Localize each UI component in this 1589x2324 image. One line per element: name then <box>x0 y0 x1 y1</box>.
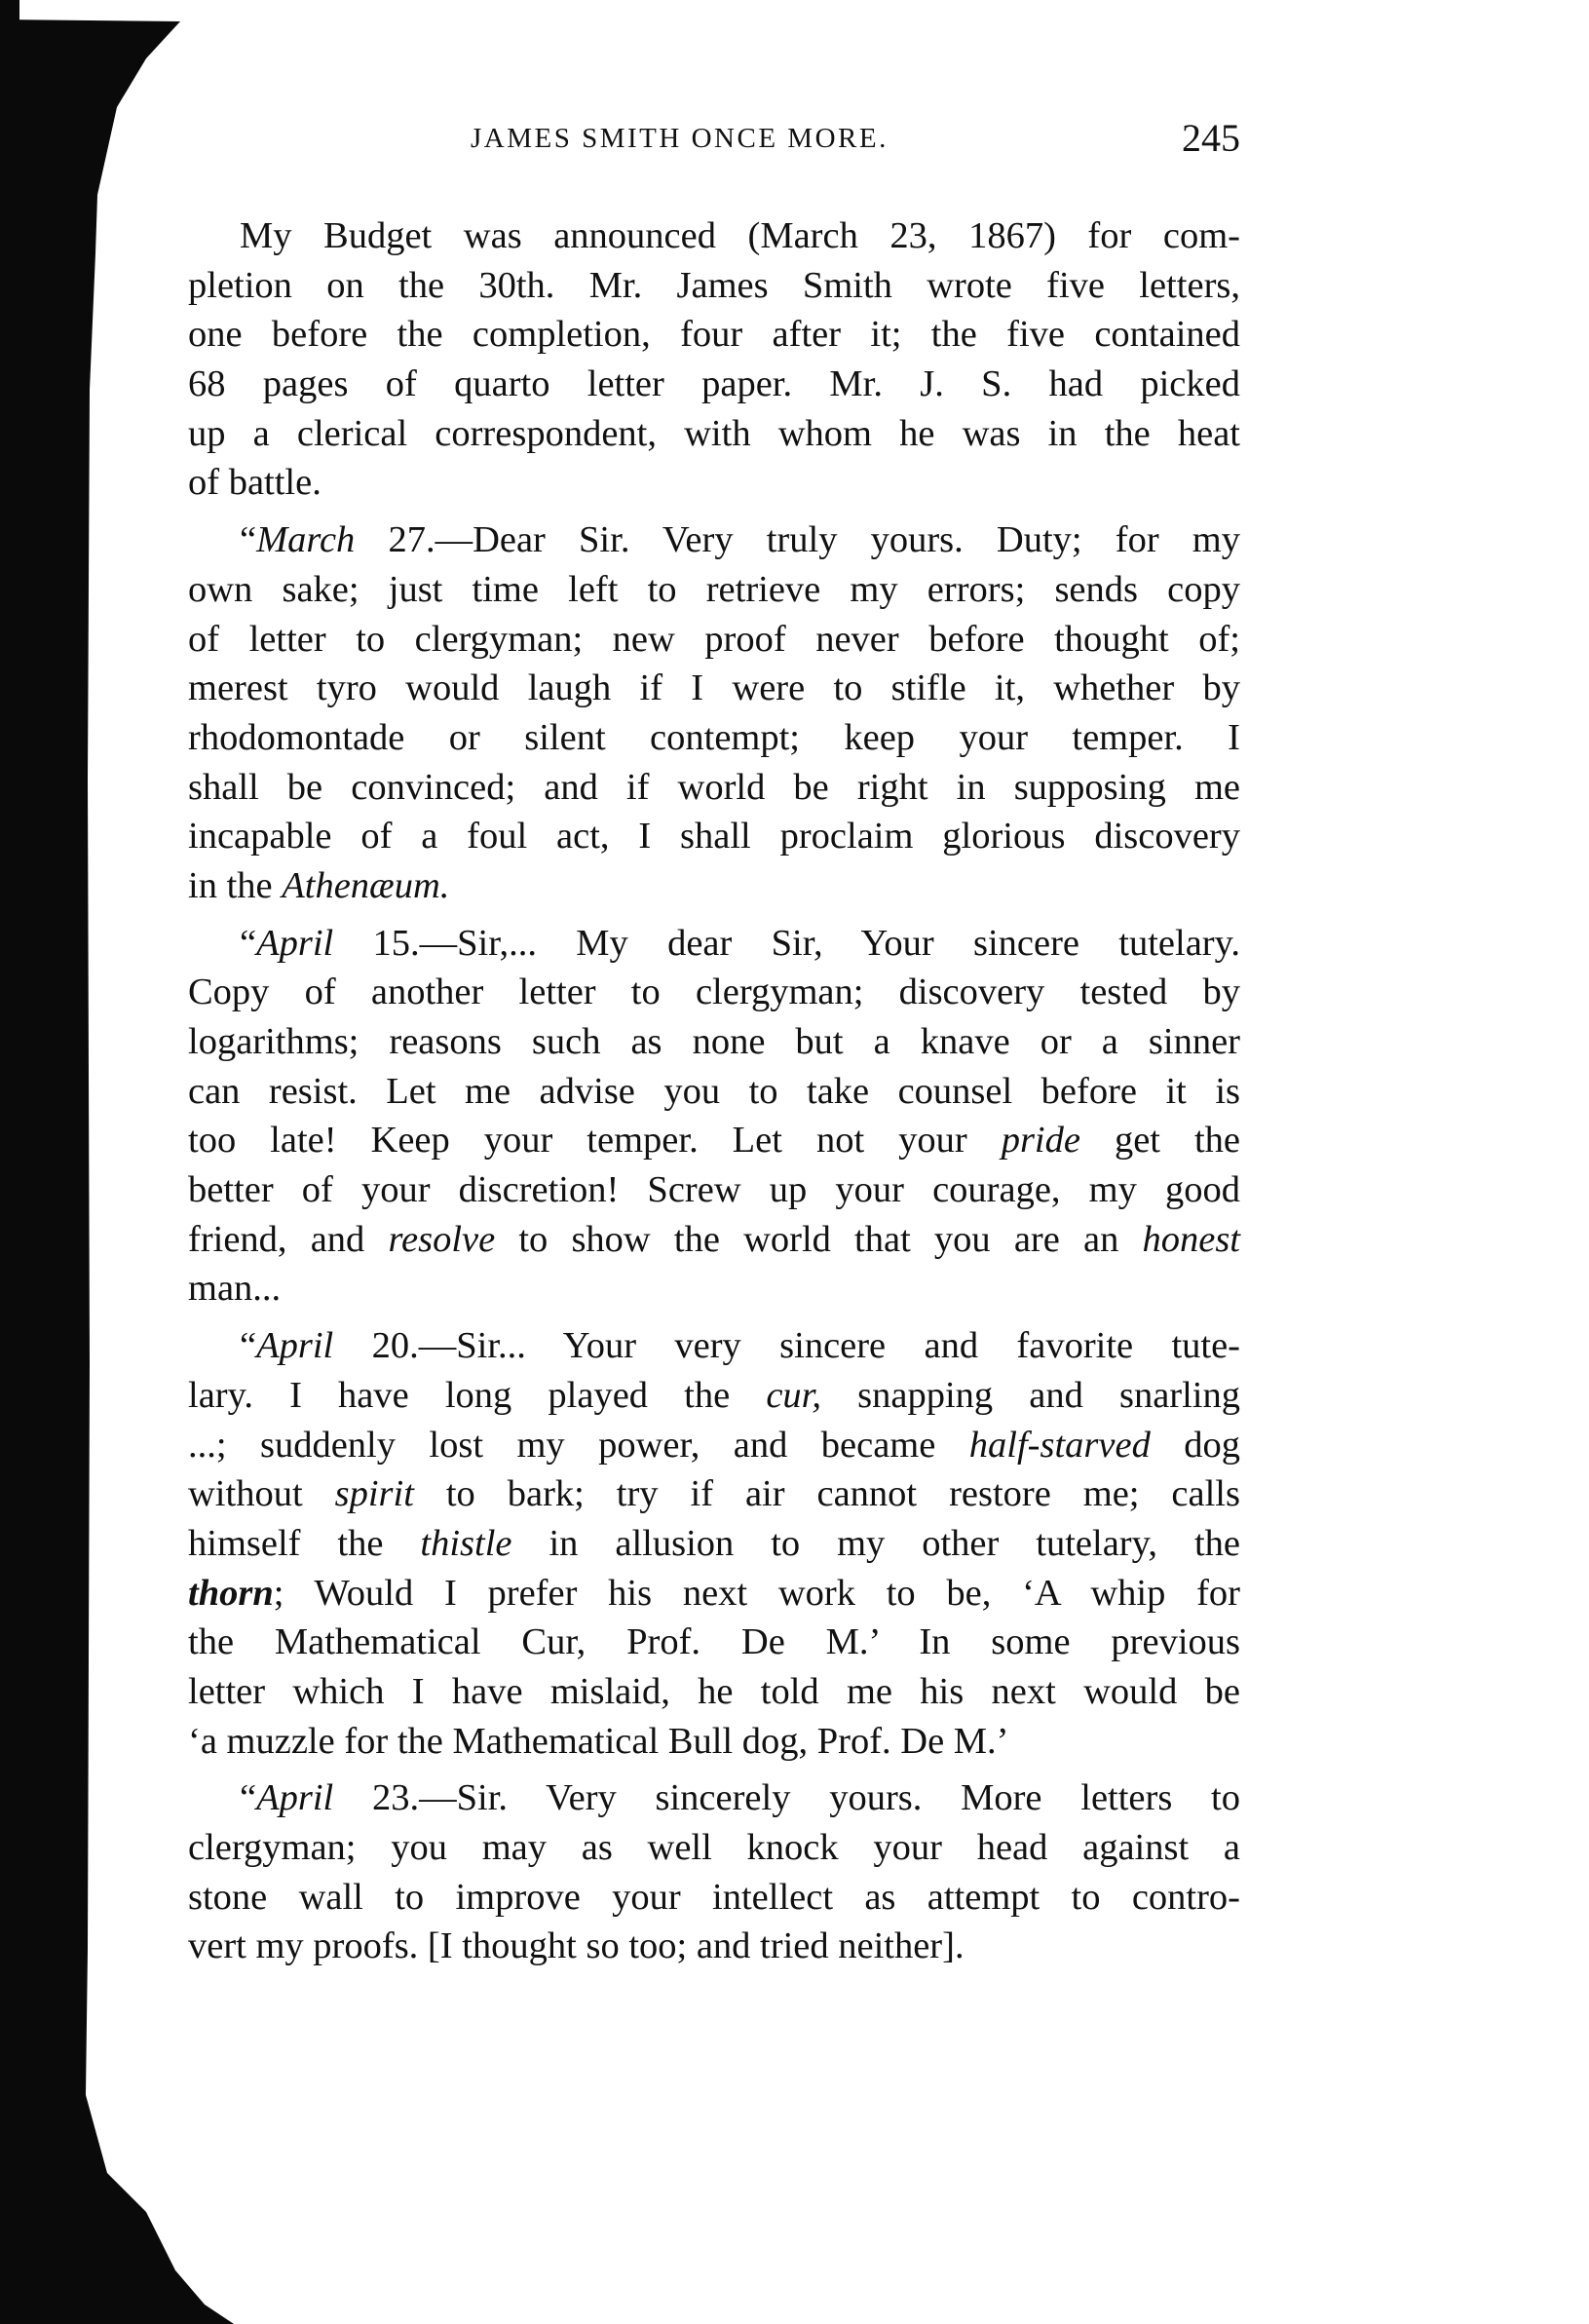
text-run: own sake; just time left to retrieve my errors; sends copy <box>188 568 1240 610</box>
text-run: in allusion to my other tutelary, the <box>511 1522 1240 1564</box>
text-run: merest tyro would laugh if I were to stifle it, whether by <box>188 667 1240 709</box>
text-run: of letter to clergyman; new proof never before thought of; <box>188 618 1240 660</box>
text-line <box>188 1469 1240 1519</box>
text-run: rhodomontade or silent contempt; keep your temper. I <box>188 716 1240 758</box>
text-line <box>188 1922 1240 1971</box>
text-run: of battle. <box>188 462 322 504</box>
text-run: up a clerical correspondent, with whom he was in the heat <box>188 412 1240 454</box>
text-line <box>188 919 1240 969</box>
italic-run: resolve <box>388 1218 496 1260</box>
text-line <box>188 1067 1240 1117</box>
text-run: get the <box>1079 1120 1240 1162</box>
paragraph <box>188 1321 1240 1766</box>
text-line <box>188 211 1240 261</box>
text-run: dog <box>1150 1424 1240 1466</box>
text-line <box>188 360 1240 409</box>
text-line <box>188 409 1240 459</box>
text-line <box>188 1215 1240 1265</box>
text-line <box>188 1165 1240 1215</box>
running-title: JAMES SMITH ONCE MORE. <box>471 123 889 154</box>
text-run: “ <box>240 922 257 964</box>
text-run: shall be convinced; and if world be right in supposing me <box>188 766 1240 808</box>
text-line <box>188 615 1240 665</box>
text-line <box>188 1519 1240 1569</box>
text-run: friend, and <box>188 1218 389 1260</box>
text-run: too late! Keep your temper. Let not your <box>188 1120 1002 1162</box>
italic-run: spirit <box>334 1473 414 1515</box>
italic-run: half-starved <box>968 1424 1151 1466</box>
text-line <box>188 664 1240 713</box>
text-line <box>188 565 1240 615</box>
paragraph <box>188 211 1240 508</box>
text-line <box>188 1569 1240 1619</box>
italic-run: April <box>256 922 334 964</box>
text-line <box>188 812 1240 861</box>
paragraph <box>188 919 1240 1314</box>
text-line <box>188 1667 1240 1717</box>
text-run: pletion on the 30th. Mr. James Smith wrote five letters, <box>188 264 1240 306</box>
text-line <box>188 1717 1240 1767</box>
text-line <box>188 458 1240 508</box>
text-run: Copy of another letter to clergyman; discovery tested by <box>188 972 1240 1013</box>
text-run: man... <box>188 1268 282 1310</box>
text-run: 23.—Sir. Very sincerely yours. More letters to <box>333 1777 1240 1819</box>
text-run: ; Would I prefer his next work to be, ‘A whip for <box>273 1572 1240 1614</box>
text-line <box>188 1618 1240 1667</box>
text-run: ‘a muzzle for the Mathematical Bull dog, Prof. De M.’ <box>188 1720 1009 1762</box>
text-run: can resist. Let me advise you to take counsel before it is <box>188 1070 1240 1112</box>
italic-run: April <box>256 1325 334 1367</box>
text-line <box>188 310 1240 360</box>
text-run: clergyman; you may as well knock your head against a <box>188 1827 1240 1868</box>
text-line <box>188 1873 1240 1923</box>
body-text <box>188 211 1240 1971</box>
italic-run: thistle <box>420 1522 512 1564</box>
text-run: himself the <box>188 1522 421 1564</box>
text-line <box>188 261 1240 311</box>
page-number: 245 <box>1182 116 1240 160</box>
text-run: “ <box>240 1777 257 1819</box>
text-line <box>188 1823 1240 1873</box>
italic-run: pride <box>1001 1120 1080 1162</box>
text-line <box>188 1017 1240 1067</box>
text-line <box>188 1421 1240 1470</box>
paragraph <box>188 1773 1240 1971</box>
text-run: to show the world that you are an <box>495 1218 1143 1260</box>
text-run: “ <box>240 519 257 561</box>
text-line <box>188 1264 1240 1314</box>
text-run: to bark; try if air cannot restore me; calls <box>413 1473 1240 1515</box>
text-line <box>188 1371 1240 1421</box>
text-run: ...; suddenly lost my power, and became <box>188 1424 969 1466</box>
text-run: 27.—Dear Sir. Very truly yours. Duty; for my <box>355 519 1240 561</box>
text-run: without <box>188 1473 335 1515</box>
paragraph <box>188 515 1240 911</box>
text-line <box>188 1321 1240 1371</box>
text-line <box>188 1773 1240 1823</box>
text-line <box>188 968 1240 1017</box>
italic-run: cur, <box>766 1374 821 1416</box>
text-run: logarithms; reasons such as none but a knave or a sinner <box>188 1021 1240 1062</box>
text-run: the Mathematical Cur, Prof. De M.’ In some previous <box>188 1621 1240 1663</box>
italic-run: April <box>256 1777 334 1819</box>
italic-run: honest <box>1142 1218 1241 1260</box>
text-line <box>188 1116 1240 1165</box>
italic-run: March <box>256 519 356 561</box>
page-header <box>188 115 1240 164</box>
text-run: vert my proofs. [I thought so too; and tried neither]. <box>188 1925 965 1967</box>
text-line <box>188 861 1240 911</box>
text-run: letter which I have mislaid, he told me his next would be <box>188 1670 1240 1712</box>
text-run: lary. I have long played the <box>188 1374 767 1416</box>
text-run: 20.—Sir... Your very sincere and favorite tute- <box>333 1325 1240 1367</box>
text-run: in the <box>188 864 283 906</box>
text-run: 68 pages of quarto letter paper. Mr. J. S. had picked <box>188 363 1240 405</box>
text-line <box>188 515 1240 565</box>
italic-run: Athenæum. <box>282 864 450 906</box>
text-line <box>188 713 1240 763</box>
text-run: My Budget was announced (March 23, 1867) for com- <box>240 215 1240 256</box>
text-run: stone wall to improve your intellect as attempt to contro- <box>188 1876 1240 1918</box>
bold-italic-run: thorn <box>188 1572 274 1614</box>
text-run: 15.—Sir,... My dear Sir, Your sincere tutelary. <box>333 922 1240 964</box>
text-run: “ <box>240 1325 257 1367</box>
text-run: snapping and snarling <box>821 1374 1240 1416</box>
text-run: incapable of a foul act, I shall proclaim glorious discovery <box>188 816 1240 857</box>
text-line <box>188 763 1240 813</box>
text-run: one before the completion, four after it; the five contained <box>188 314 1240 356</box>
text-run: better of your discretion! Screw up your courage, my good <box>188 1169 1240 1211</box>
